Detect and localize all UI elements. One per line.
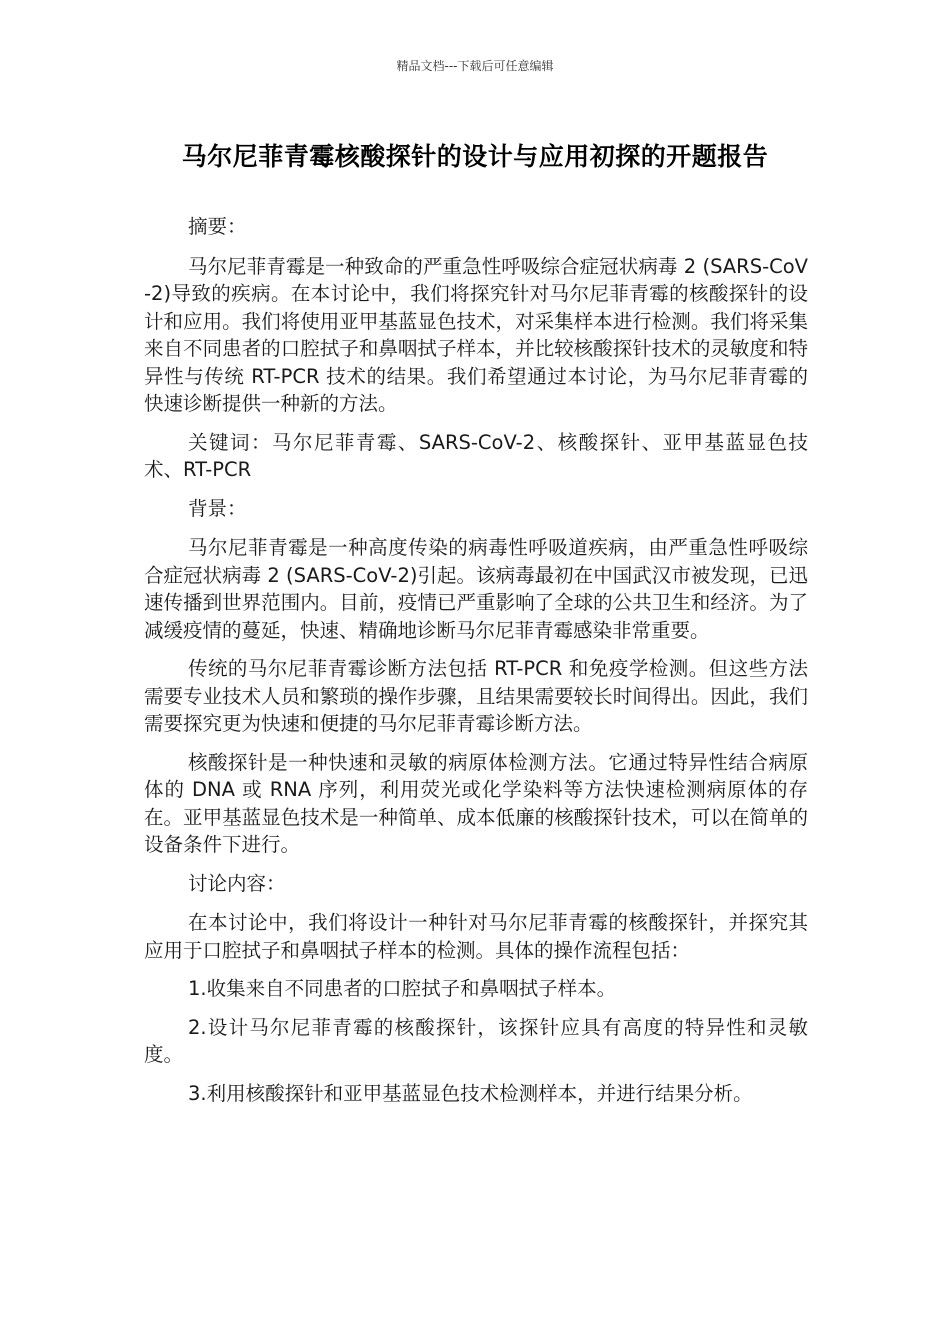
step-item-2: 2.设计马尔尼菲青霉的核酸探针，该探针应具有高度的特异性和灵敏度。 [144,1015,808,1066]
document-title: 马尔尼菲青霉核酸探针的设计与应用初探的开题报告 [181,142,769,171]
keywords-paragraph: 关键词：马尔尼菲青霉、SARS-CoV-2、核酸探针、亚甲基蓝显色技术、RT-PCR [144,430,808,481]
step-item-1: 1.收集来自不同患者的口腔拭子和鼻咽拭子样本。 [188,977,617,1000]
discussion-heading: 讨论内容： [188,871,286,895]
abstract-paragraph: 马尔尼菲青霉是一种致命的严重急性呼吸综合症冠状病毒 2 (SARS-CoV-2)导致的疾病。在本讨论中，我们将探究针对马尔尼菲青霉的核酸探针的设计和应用。我们将使用亚甲基蓝显色技术，对采集样本进行检测。我们将采集来自不同患者的口腔拭子和鼻咽拭子样本，并比较核酸探针技术的灵敏度和特异性与传统 RT-PCR 技术的结果。我们希望通过本讨论，为马尔尼菲青霉的快速诊断提供一种新的方法。 [144,254,808,415]
discussion-paragraph: 在本讨论中，我们将设计一种针对马尔尼菲青霉的核酸探针，并探究其应用于口腔拭子和鼻咽拭子样本的检测。具体的操作流程包括： [144,911,808,962]
document-body [144,213,808,1118]
abstract-heading: 摘要： [188,215,247,238]
background-paragraph-3: 核酸探针是一种快速和灵敏的病原体检测方法。它通过特异性结合病原体的 DNA 或 RNA 序列，利用荧光或化学染料等方法快速检测病原体的存在。亚甲基蓝显色技术是一种简单、成本低廉的核酸探针技术，可以在简单的设备条件下进行。 [144,750,808,856]
background-heading: 背景： [188,496,247,520]
header-note: 精品文档---下载后可任意编辑 [396,59,554,73]
background-paragraph-2: 传统的马尔尼菲青霉诊断方法包括 RT-PCR 和免疫学检测。但这些方法需要专业技术人员和繁琐的操作步骤，且结果需要较长时间得出。因此，我们需要探究更为快速和便捷的马尔尼菲青霉诊断方法。 [144,657,808,735]
background-paragraph-1: 马尔尼菲青霉是一种高度传染的病毒性呼吸道疾病，由严重急性呼吸综合症冠状病毒 2 (SARS-CoV-2)引起。该病毒最初在中国武汉市被发现，已迅速传播到世界范围内。目前，疫情已严重影响了全球的公共卫生和经济。为了减缓疫情的蔓延，快速、精确地诊断马尔尼菲青霉感染非常重要。 [144,536,808,642]
step-item-3: 3.利用核酸探针和亚甲基蓝显色技术检测样本，并进行结果分析。 [188,1081,753,1105]
